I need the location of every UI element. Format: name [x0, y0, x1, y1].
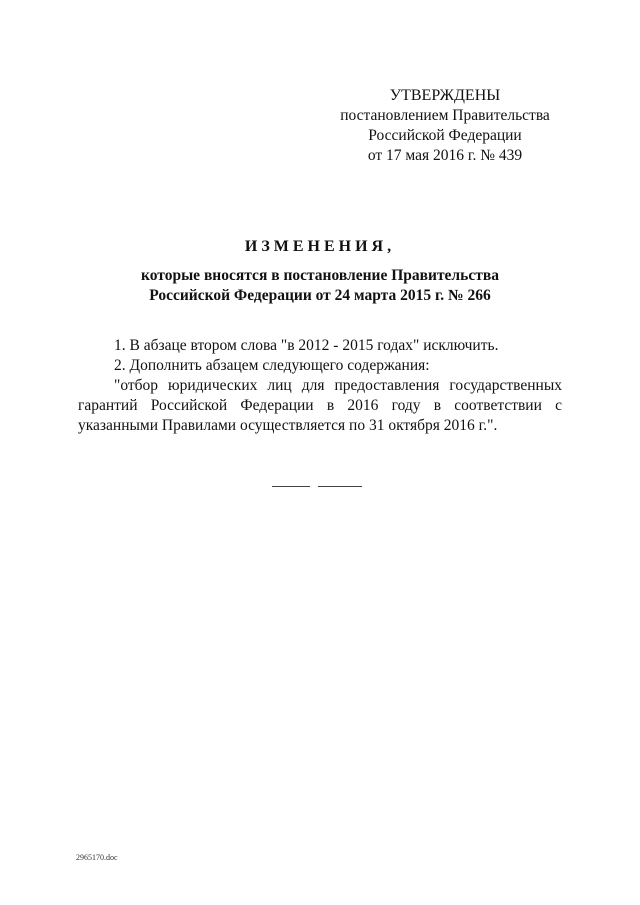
paragraph-3: "отбор юридических лиц для предоставления государственных гарантий Российской Федерации в 2016 году в соответствии с указанными Правилами осуществляется по 31 октября 2016 г.".: [78, 377, 562, 434]
end-divider: [272, 486, 362, 487]
file-reference: 2965170.doc: [76, 853, 118, 862]
document-subtitle-line-1: которые вносятся в постановление Правительства: [141, 267, 499, 284]
approval-line-2: Российской Федерации: [368, 127, 522, 144]
document-body: [78, 336, 562, 436]
paragraph-2: 2. Дополнить абзацем следующего содержания:: [114, 357, 430, 374]
divider-segment-left: [272, 486, 310, 487]
document-subtitle-line-2: Российской Федерации от 24 марта 2015 г. № 266: [149, 287, 491, 304]
divider-segment-right: [318, 486, 362, 487]
approval-stamp: [330, 86, 560, 166]
approval-date-line: от 17 мая 2016 г. № 439: [367, 147, 523, 164]
approval-heading: УТВЕРЖДЕНЫ: [389, 87, 501, 104]
document-title-block: [70, 236, 570, 306]
document-title: ИЗМЕНЕНИЯ,: [244, 238, 396, 255]
paragraph-1: 1. В абзаце втором слова "в 2012 - 2015 годах" исключить.: [114, 337, 499, 354]
approval-line-1: постановлением Правительства: [340, 107, 550, 124]
